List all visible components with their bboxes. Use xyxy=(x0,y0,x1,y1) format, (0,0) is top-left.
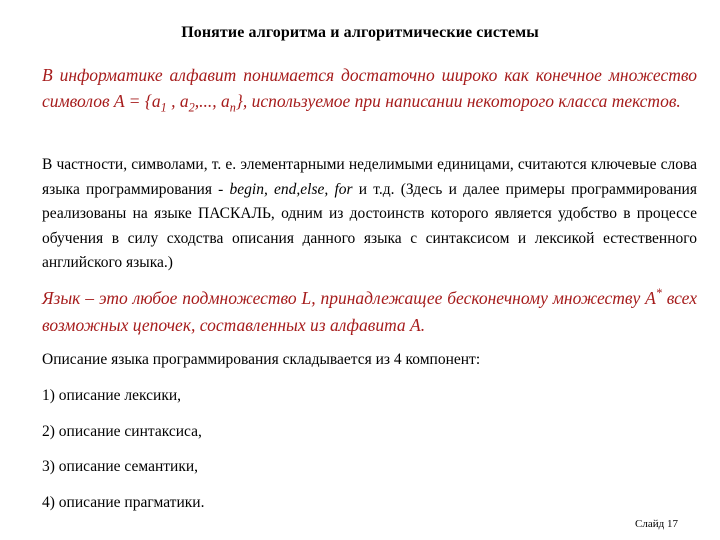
subscript-1: 1 xyxy=(160,100,167,115)
list-item-pragmatics: 4) описание прагматики. xyxy=(42,494,205,511)
pascal-keywords: begin, end,else, for xyxy=(229,180,353,198)
list-item-semantics: 3) описание семантики, xyxy=(42,458,199,475)
symbols-text-b: и т.д. (Здесь и далее примеры программирования реализованы на языке ПАСКАЛЬ, одним из достоинств которого является удобство в процессе обучения в силу сходства описания данного языка с синтаксисом и лексикой естественного английского языка.) xyxy=(42,180,697,271)
symbols-text-a: В частности, символами, т. е. элементарными неделимыми единицами, считаются ключевые слова языка программирования - xyxy=(42,156,697,198)
components-intro: Описание языка программирования складывается из 4 компонент: xyxy=(42,351,481,368)
slide-title: Понятие алгоритма и алгоритмические системы xyxy=(181,24,539,41)
alphabet-text-d: }, используемое при написании некоторого класса текстов. xyxy=(235,91,681,111)
alphabet-text-b: , a xyxy=(166,91,189,111)
language-definition xyxy=(42,285,697,339)
slide-number: Слайд 17 xyxy=(635,518,678,530)
alphabet-text-a: В информатике алфавит понимается достаточно широко как конечное множество символов A = {a xyxy=(42,65,697,111)
language-text-b: всех возможных цепочек, составленных из алфавита А. xyxy=(42,288,697,335)
kleene-star: * xyxy=(655,286,662,301)
list-item-lexicon: 1) описание лексики, xyxy=(42,387,182,404)
alphabet-definition xyxy=(42,62,697,114)
symbols-explanation xyxy=(42,153,697,276)
list-item-syntax: 2) описание синтаксиса, xyxy=(42,423,202,440)
alphabet-text-c: ,..., a xyxy=(194,91,230,111)
language-text-a: Язык – это любое подмножество L, принадлежащее бесконечному множеству A xyxy=(42,288,656,308)
subscript-n: n xyxy=(229,100,236,115)
subscript-2: 2 xyxy=(188,100,195,115)
